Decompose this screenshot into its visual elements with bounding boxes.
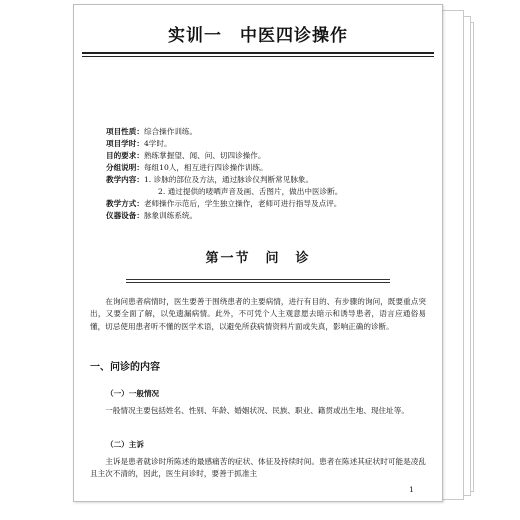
meta-row-hours [106,138,426,150]
general-paragraph: 一般情况主要包括姓名、性别、年龄、婚姻状况、民族、职业、籍贯或出生地、现住址等。 [105,406,409,415]
section-title: 第一节 问 诊 [205,251,311,266]
meta-label: 分组说明： [106,163,144,172]
page-number: 1 [409,485,414,494]
meta-value: 脉象训练系统。 [143,211,198,220]
meta-label: 目的要求： [106,151,144,160]
meta-value: 每组10人，相互进行四诊操作训练。 [143,163,268,172]
meta-row-nature [106,126,426,138]
meta-row-group [106,162,426,174]
meta-label: 教学内容： [106,175,144,184]
section-rule-bottom [126,282,390,283]
heading-inquiry-content: 一、问诊的内容 [90,362,160,373]
meta-content-item-2: 2. 通过提供的唛哂声音及画、舌图片，做出中医诊断。 [158,187,343,196]
meta-value: 4学时。 [143,139,172,148]
meta-row-content [106,174,426,186]
subheading-chief-complaint: （二）主诉 [106,440,144,449]
subheading-general: （一）一般情况 [106,389,160,398]
project-info [106,126,426,222]
meta-value: 老师操作示范后，学生独立操作，老师可进行指导及点评。 [143,199,342,208]
meta-value: 综合操作训练。 [143,127,198,136]
meta-label: 项目学时： [106,139,144,148]
meta-row-equipment [106,210,426,222]
title-rule-thick [82,52,434,54]
meta-label: 仪器设备： [106,211,144,220]
chief-complaint-paragraph: 主诉是患者就诊时所陈述的最感痛苦的症状、体征及持续时间。患者在陈述其症状时可能是凌乱且主次不清的，因此，医生问诊时，要善于抓准主 [90,457,426,479]
document-page [73,4,443,502]
section-rule-top [126,279,390,280]
page-title: 实训一 中医四诊操作 [168,26,348,46]
meta-row-method [106,198,426,210]
meta-label: 项目性质： [106,127,144,136]
meta-value: 1. 诊脉的部位及方法，通过脉诊仪判断常见脉象。 [143,175,314,184]
title-rule-thin [82,56,434,57]
intro-paragraph: 在询问患者病情时，医生要善于围绕患者的主要病情，进行有目的、有步骤的询问，既要重点突出，又要全面了解，以免遗漏病情。此外，不可凭个人主观意愿去暗示和诱导患者，语言应通俗易懂，切忌使用患者听不懂的医学术语，以避免所获病情资料片面或失真，影响正确的诊断。 [90,297,426,331]
meta-row-goal [106,150,426,162]
meta-value: 熟练掌握望、闻、问、切四诊操作。 [143,151,266,160]
meta-label: 教学方式： [106,199,144,208]
